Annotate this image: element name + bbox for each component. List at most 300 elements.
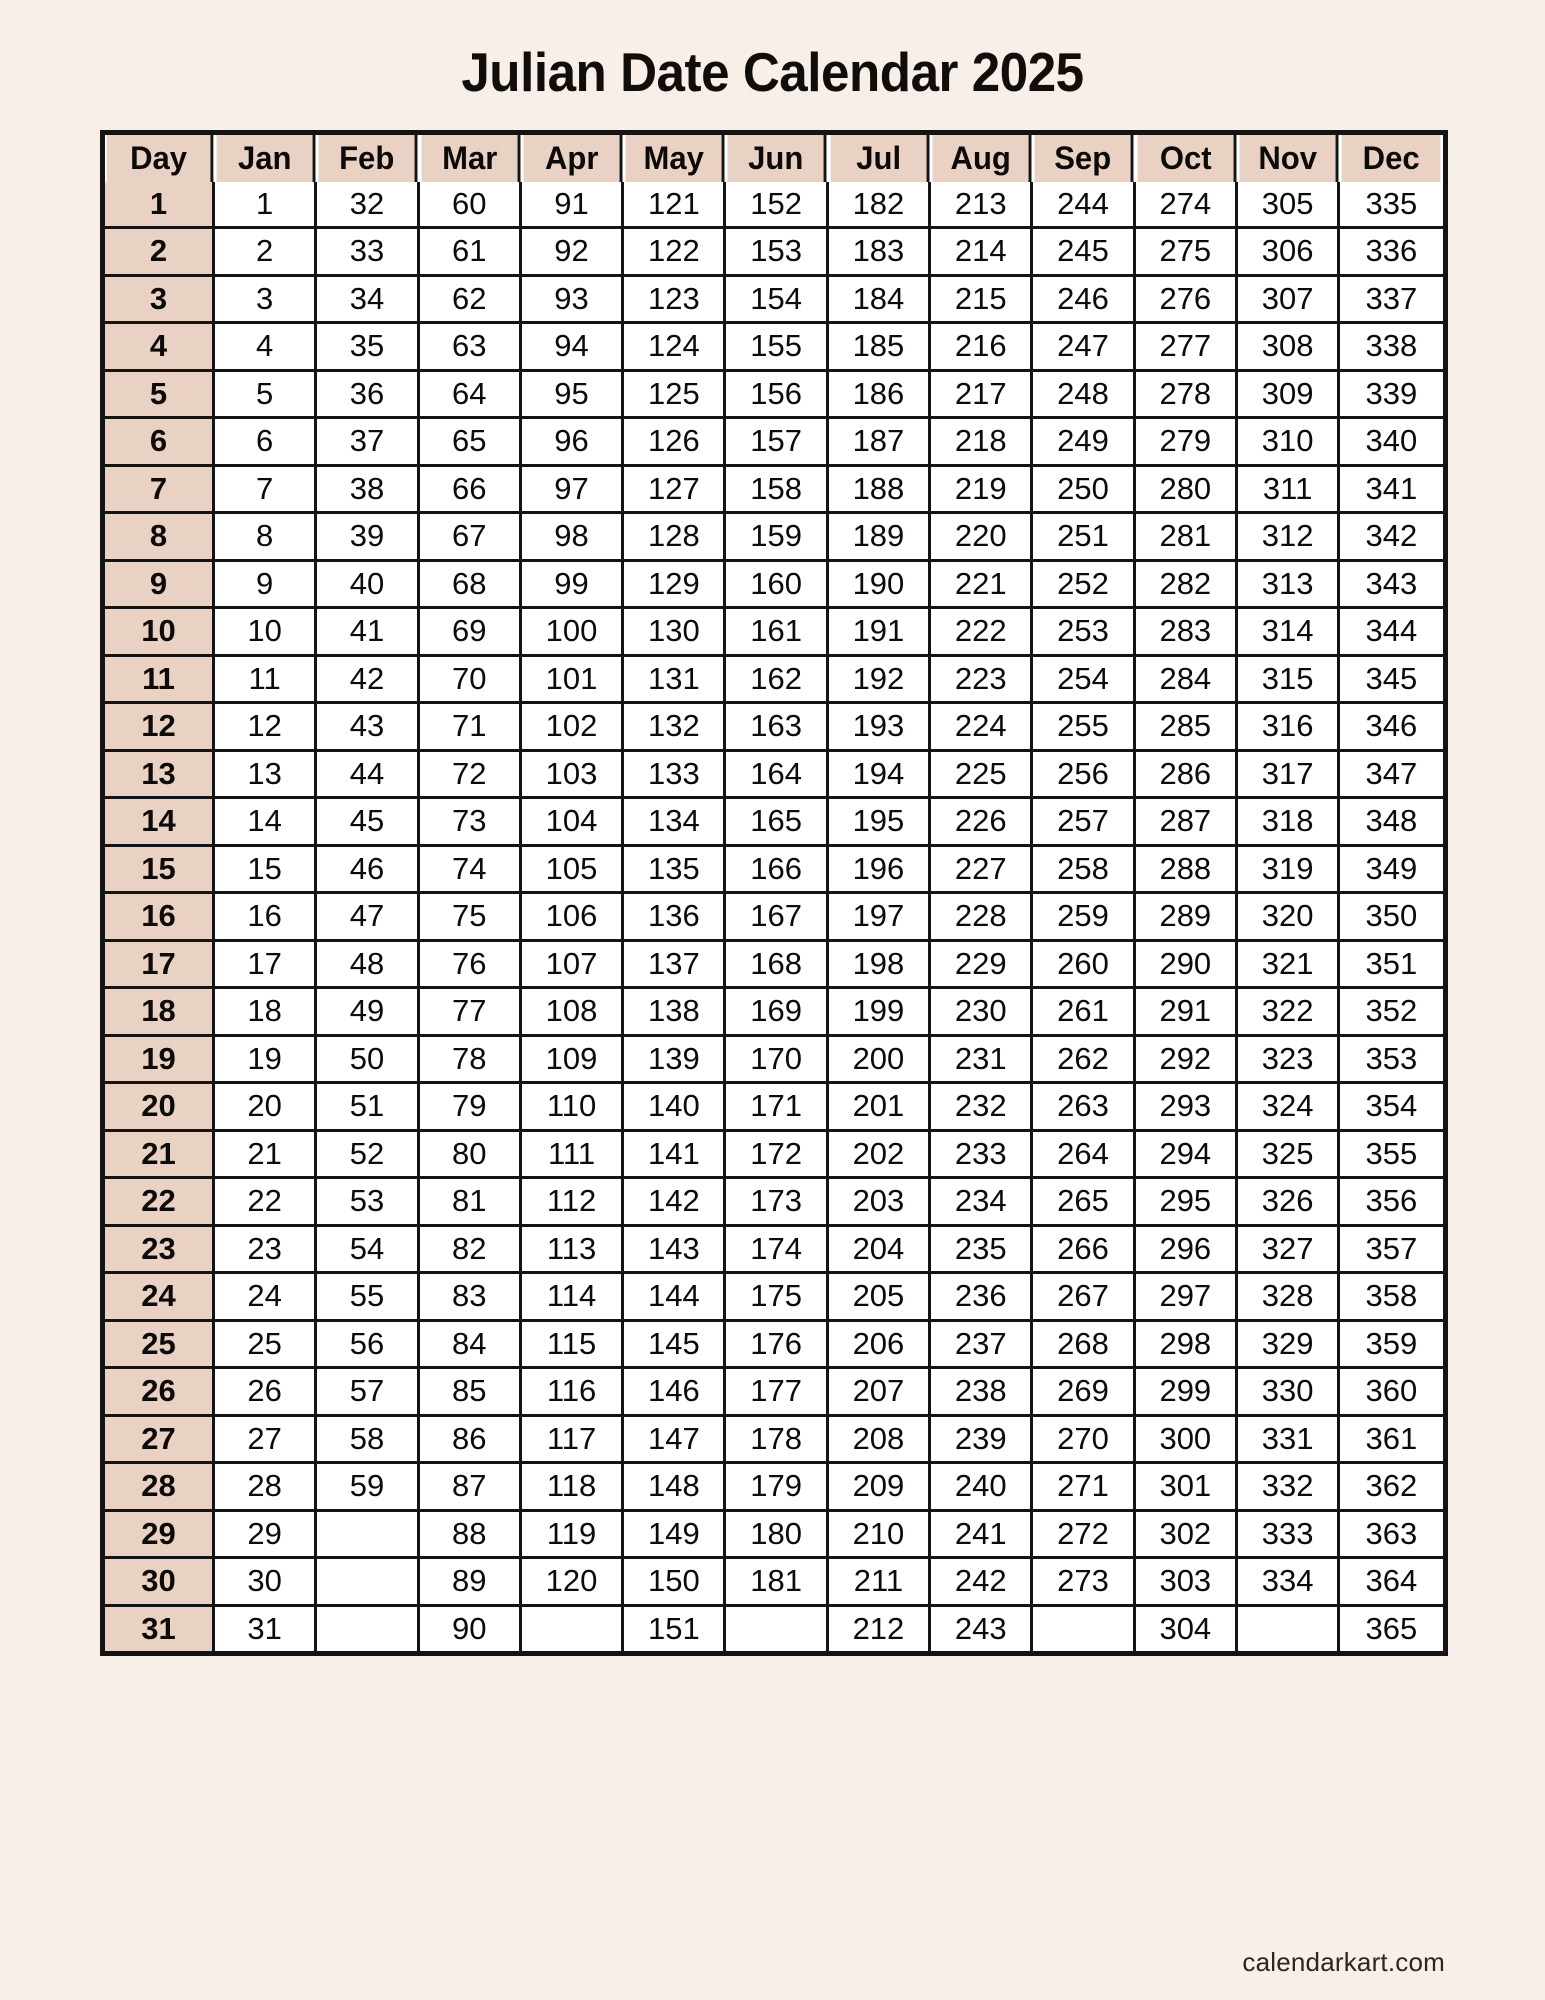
julian-day-cell: 199 bbox=[829, 989, 931, 1037]
julian-day-cell: 299 bbox=[1136, 1369, 1238, 1417]
julian-day-cell: 59 bbox=[317, 1464, 419, 1512]
julian-day-cell: 16 bbox=[215, 894, 317, 942]
julian-day-cell: 354 bbox=[1340, 1084, 1442, 1132]
julian-day-cell: 11 bbox=[215, 657, 317, 705]
julian-day-cell: 352 bbox=[1340, 989, 1442, 1037]
julian-day-cell: 129 bbox=[624, 562, 726, 610]
julian-day-cell: 39 bbox=[317, 514, 419, 562]
julian-day-cell: 71 bbox=[420, 704, 522, 752]
julian-day-cell: 92 bbox=[522, 229, 624, 277]
day-of-month-cell: 10 bbox=[105, 609, 215, 657]
julian-day-cell: 248 bbox=[1033, 372, 1135, 420]
julian-day-cell: 166 bbox=[726, 847, 828, 895]
julian-day-cell: 347 bbox=[1340, 752, 1442, 800]
julian-day-cell: 52 bbox=[317, 1132, 419, 1180]
julian-day-cell: 340 bbox=[1340, 419, 1442, 467]
julian-day-cell: 27 bbox=[215, 1417, 317, 1465]
julian-day-cell: 216 bbox=[931, 324, 1033, 372]
table-body bbox=[105, 182, 1443, 1652]
day-of-month-cell: 31 bbox=[105, 1607, 215, 1652]
julian-day-cell: 328 bbox=[1238, 1274, 1340, 1322]
julian-day-cell: 283 bbox=[1136, 609, 1238, 657]
julian-day-cell: 253 bbox=[1033, 609, 1135, 657]
julian-day-cell: 9 bbox=[215, 562, 317, 610]
julian-day-cell: 35 bbox=[317, 324, 419, 372]
julian-day-cell: 287 bbox=[1136, 799, 1238, 847]
julian-day-cell: 150 bbox=[624, 1559, 726, 1607]
julian-day-cell: 165 bbox=[726, 799, 828, 847]
julian-day-cell: 176 bbox=[726, 1322, 828, 1370]
table-row bbox=[105, 324, 1443, 372]
julian-day-cell: 57 bbox=[317, 1369, 419, 1417]
julian-day-cell bbox=[522, 1607, 624, 1652]
julian-day-cell: 107 bbox=[522, 942, 624, 990]
julian-day-cell: 241 bbox=[931, 1512, 1033, 1560]
julian-day-cell: 45 bbox=[317, 799, 419, 847]
table-row bbox=[105, 1179, 1443, 1227]
julian-day-cell: 177 bbox=[726, 1369, 828, 1417]
julian-day-cell: 197 bbox=[829, 894, 931, 942]
julian-day-cell: 224 bbox=[931, 704, 1033, 752]
julian-day-cell: 272 bbox=[1033, 1512, 1135, 1560]
julian-day-cell: 37 bbox=[317, 419, 419, 467]
julian-day-cell: 152 bbox=[726, 182, 828, 230]
table-row bbox=[105, 942, 1443, 990]
julian-day-cell: 32 bbox=[317, 182, 419, 230]
julian-day-cell: 140 bbox=[624, 1084, 726, 1132]
julian-day-cell: 87 bbox=[420, 1464, 522, 1512]
column-header-month: Apr bbox=[523, 135, 622, 182]
julian-day-cell: 173 bbox=[726, 1179, 828, 1227]
julian-day-cell: 53 bbox=[317, 1179, 419, 1227]
julian-day-cell: 121 bbox=[624, 182, 726, 230]
julian-day-cell: 297 bbox=[1136, 1274, 1238, 1322]
julian-day-cell: 77 bbox=[420, 989, 522, 1037]
julian-day-cell: 97 bbox=[522, 467, 624, 515]
julian-day-cell bbox=[726, 1607, 828, 1652]
page-title: Julian Date Calendar 2025 bbox=[461, 41, 1084, 103]
julian-day-cell: 238 bbox=[931, 1369, 1033, 1417]
julian-day-cell: 19 bbox=[215, 1037, 317, 1085]
julian-day-cell: 98 bbox=[522, 514, 624, 562]
julian-day-cell: 233 bbox=[931, 1132, 1033, 1180]
julian-day-cell: 127 bbox=[624, 467, 726, 515]
julian-day-cell: 288 bbox=[1136, 847, 1238, 895]
julian-day-cell: 268 bbox=[1033, 1322, 1135, 1370]
julian-day-cell: 228 bbox=[931, 894, 1033, 942]
julian-day-cell: 113 bbox=[522, 1227, 624, 1275]
table-row bbox=[105, 419, 1443, 467]
julian-day-cell: 55 bbox=[317, 1274, 419, 1322]
julian-day-cell: 189 bbox=[829, 514, 931, 562]
julian-day-cell: 211 bbox=[829, 1559, 931, 1607]
julian-day-cell: 301 bbox=[1136, 1464, 1238, 1512]
julian-day-cell: 169 bbox=[726, 989, 828, 1037]
julian-day-cell: 240 bbox=[931, 1464, 1033, 1512]
julian-day-cell: 10 bbox=[215, 609, 317, 657]
julian-day-cell: 8 bbox=[215, 514, 317, 562]
julian-day-cell: 146 bbox=[624, 1369, 726, 1417]
day-of-month-cell: 21 bbox=[105, 1132, 215, 1180]
julian-day-cell: 41 bbox=[317, 609, 419, 657]
julian-day-cell: 321 bbox=[1238, 942, 1340, 990]
julian-day-cell: 239 bbox=[931, 1417, 1033, 1465]
julian-day-cell: 351 bbox=[1340, 942, 1442, 990]
julian-day-cell: 355 bbox=[1340, 1132, 1442, 1180]
julian-day-cell: 282 bbox=[1136, 562, 1238, 610]
julian-day-cell: 345 bbox=[1340, 657, 1442, 705]
julian-day-cell: 143 bbox=[624, 1227, 726, 1275]
day-of-month-cell: 18 bbox=[105, 989, 215, 1037]
julian-day-cell: 242 bbox=[931, 1559, 1033, 1607]
day-of-month-cell: 11 bbox=[105, 657, 215, 705]
julian-day-cell: 50 bbox=[317, 1037, 419, 1085]
julian-day-cell: 76 bbox=[420, 942, 522, 990]
julian-day-cell: 47 bbox=[317, 894, 419, 942]
day-of-month-cell: 14 bbox=[105, 799, 215, 847]
julian-day-cell: 276 bbox=[1136, 277, 1238, 325]
julian-day-cell: 300 bbox=[1136, 1417, 1238, 1465]
julian-day-cell: 108 bbox=[522, 989, 624, 1037]
julian-day-cell: 104 bbox=[522, 799, 624, 847]
julian-day-cell: 359 bbox=[1340, 1322, 1442, 1370]
julian-day-cell: 294 bbox=[1136, 1132, 1238, 1180]
julian-day-cell: 28 bbox=[215, 1464, 317, 1512]
julian-day-cell: 244 bbox=[1033, 182, 1135, 230]
column-header-month: Oct bbox=[1137, 135, 1236, 182]
julian-day-cell: 86 bbox=[420, 1417, 522, 1465]
julian-day-cell: 148 bbox=[624, 1464, 726, 1512]
julian-day-cell: 151 bbox=[624, 1607, 726, 1652]
julian-day-cell: 115 bbox=[522, 1322, 624, 1370]
table-row bbox=[105, 799, 1443, 847]
julian-day-cell: 34 bbox=[317, 277, 419, 325]
julian-day-cell: 161 bbox=[726, 609, 828, 657]
day-of-month-cell: 5 bbox=[105, 372, 215, 420]
julian-day-cell: 196 bbox=[829, 847, 931, 895]
julian-day-cell: 22 bbox=[215, 1179, 317, 1227]
julian-day-cell: 112 bbox=[522, 1179, 624, 1227]
julian-day-cell: 212 bbox=[829, 1607, 931, 1652]
julian-day-cell: 260 bbox=[1033, 942, 1135, 990]
julian-day-cell: 96 bbox=[522, 419, 624, 467]
julian-day-cell: 362 bbox=[1340, 1464, 1442, 1512]
julian-day-cell: 33 bbox=[317, 229, 419, 277]
julian-day-cell: 237 bbox=[931, 1322, 1033, 1370]
julian-day-cell: 273 bbox=[1033, 1559, 1135, 1607]
julian-day-cell: 209 bbox=[829, 1464, 931, 1512]
julian-day-cell: 235 bbox=[931, 1227, 1033, 1275]
julian-day-cell: 236 bbox=[931, 1274, 1033, 1322]
julian-day-cell: 170 bbox=[726, 1037, 828, 1085]
julian-day-cell: 3 bbox=[215, 277, 317, 325]
julian-day-cell: 286 bbox=[1136, 752, 1238, 800]
day-of-month-cell: 16 bbox=[105, 894, 215, 942]
julian-day-cell: 51 bbox=[317, 1084, 419, 1132]
julian-day-cell: 184 bbox=[829, 277, 931, 325]
julian-day-cell: 167 bbox=[726, 894, 828, 942]
table-row bbox=[105, 1464, 1443, 1512]
julian-day-cell: 217 bbox=[931, 372, 1033, 420]
day-of-month-cell: 3 bbox=[105, 277, 215, 325]
julian-day-cell: 218 bbox=[931, 419, 1033, 467]
julian-day-cell: 320 bbox=[1238, 894, 1340, 942]
julian-day-cell: 75 bbox=[420, 894, 522, 942]
julian-day-cell: 295 bbox=[1136, 1179, 1238, 1227]
julian-day-cell: 138 bbox=[624, 989, 726, 1037]
table-row bbox=[105, 752, 1443, 800]
julian-day-cell: 6 bbox=[215, 419, 317, 467]
julian-day-cell: 61 bbox=[420, 229, 522, 277]
julian-day-cell: 205 bbox=[829, 1274, 931, 1322]
julian-day-cell: 81 bbox=[420, 1179, 522, 1227]
julian-day-cell: 313 bbox=[1238, 562, 1340, 610]
julian-day-cell: 130 bbox=[624, 609, 726, 657]
table-row bbox=[105, 1132, 1443, 1180]
julian-day-cell: 234 bbox=[931, 1179, 1033, 1227]
julian-day-cell: 25 bbox=[215, 1322, 317, 1370]
julian-day-cell: 15 bbox=[215, 847, 317, 895]
julian-day-cell: 363 bbox=[1340, 1512, 1442, 1560]
julian-day-cell: 329 bbox=[1238, 1322, 1340, 1370]
julian-day-cell: 54 bbox=[317, 1227, 419, 1275]
julian-day-cell: 30 bbox=[215, 1559, 317, 1607]
julian-day-cell: 331 bbox=[1238, 1417, 1340, 1465]
julian-day-cell: 335 bbox=[1340, 182, 1442, 230]
table-row bbox=[105, 514, 1443, 562]
julian-day-cell: 198 bbox=[829, 942, 931, 990]
day-of-month-cell: 8 bbox=[105, 514, 215, 562]
day-of-month-cell: 26 bbox=[105, 1369, 215, 1417]
julian-day-cell: 36 bbox=[317, 372, 419, 420]
julian-day-cell: 82 bbox=[420, 1227, 522, 1275]
julian-day-cell: 353 bbox=[1340, 1037, 1442, 1085]
julian-day-cell: 323 bbox=[1238, 1037, 1340, 1085]
table-header bbox=[105, 135, 1443, 182]
column-header-month: May bbox=[626, 135, 725, 182]
julian-day-cell: 125 bbox=[624, 372, 726, 420]
julian-day-cell: 145 bbox=[624, 1322, 726, 1370]
julian-day-cell: 60 bbox=[420, 182, 522, 230]
julian-day-cell: 120 bbox=[522, 1559, 624, 1607]
julian-calendar-table bbox=[100, 130, 1448, 1657]
column-header-month: Jul bbox=[830, 135, 929, 182]
table-row bbox=[105, 894, 1443, 942]
julian-day-cell: 365 bbox=[1340, 1607, 1442, 1652]
julian-day-cell: 72 bbox=[420, 752, 522, 800]
julian-day-cell: 93 bbox=[522, 277, 624, 325]
julian-day-cell: 356 bbox=[1340, 1179, 1442, 1227]
julian-day-cell: 346 bbox=[1340, 704, 1442, 752]
column-header-month: Jan bbox=[217, 135, 316, 182]
table-row bbox=[105, 1322, 1443, 1370]
column-header-month: Sep bbox=[1035, 135, 1134, 182]
julian-day-cell: 91 bbox=[522, 182, 624, 230]
table-row bbox=[105, 1417, 1443, 1465]
julian-day-cell: 43 bbox=[317, 704, 419, 752]
julian-day-cell: 179 bbox=[726, 1464, 828, 1512]
julian-day-cell: 156 bbox=[726, 372, 828, 420]
julian-day-cell: 257 bbox=[1033, 799, 1135, 847]
julian-day-cell: 158 bbox=[726, 467, 828, 515]
julian-day-cell: 214 bbox=[931, 229, 1033, 277]
julian-day-cell: 337 bbox=[1340, 277, 1442, 325]
julian-day-cell: 343 bbox=[1340, 562, 1442, 610]
julian-day-cell: 100 bbox=[522, 609, 624, 657]
day-of-month-cell: 22 bbox=[105, 1179, 215, 1227]
julian-day-cell: 139 bbox=[624, 1037, 726, 1085]
table-row bbox=[105, 1037, 1443, 1085]
julian-day-cell: 302 bbox=[1136, 1512, 1238, 1560]
julian-day-cell: 278 bbox=[1136, 372, 1238, 420]
julian-day-cell: 109 bbox=[522, 1037, 624, 1085]
julian-day-cell: 308 bbox=[1238, 324, 1340, 372]
julian-day-cell: 136 bbox=[624, 894, 726, 942]
julian-day-cell: 171 bbox=[726, 1084, 828, 1132]
julian-day-cell: 336 bbox=[1340, 229, 1442, 277]
table-row bbox=[105, 229, 1443, 277]
julian-day-cell: 267 bbox=[1033, 1274, 1135, 1322]
julian-day-cell: 48 bbox=[317, 942, 419, 990]
julian-day-cell: 200 bbox=[829, 1037, 931, 1085]
julian-day-cell: 180 bbox=[726, 1512, 828, 1560]
julian-day-cell: 334 bbox=[1238, 1559, 1340, 1607]
julian-day-cell: 250 bbox=[1033, 467, 1135, 515]
julian-day-cell: 254 bbox=[1033, 657, 1135, 705]
julian-day-cell: 333 bbox=[1238, 1512, 1340, 1560]
julian-day-cell: 303 bbox=[1136, 1559, 1238, 1607]
julian-day-cell: 255 bbox=[1033, 704, 1135, 752]
julian-day-cell: 249 bbox=[1033, 419, 1135, 467]
julian-day-cell: 172 bbox=[726, 1132, 828, 1180]
julian-day-cell: 95 bbox=[522, 372, 624, 420]
julian-day-cell: 66 bbox=[420, 467, 522, 515]
julian-day-cell: 274 bbox=[1136, 182, 1238, 230]
julian-day-cell: 306 bbox=[1238, 229, 1340, 277]
julian-day-cell: 131 bbox=[624, 657, 726, 705]
julian-day-cell: 114 bbox=[522, 1274, 624, 1322]
julian-day-cell: 116 bbox=[522, 1369, 624, 1417]
julian-day-cell: 304 bbox=[1136, 1607, 1238, 1652]
julian-day-cell: 322 bbox=[1238, 989, 1340, 1037]
table-row bbox=[105, 372, 1443, 420]
julian-calendar-table-wrapper bbox=[100, 130, 1445, 1657]
julian-day-cell: 325 bbox=[1238, 1132, 1340, 1180]
julian-day-cell: 230 bbox=[931, 989, 1033, 1037]
julian-day-cell: 42 bbox=[317, 657, 419, 705]
julian-day-cell: 14 bbox=[215, 799, 317, 847]
day-of-month-cell: 29 bbox=[105, 1512, 215, 1560]
day-of-month-cell: 19 bbox=[105, 1037, 215, 1085]
day-of-month-cell: 30 bbox=[105, 1559, 215, 1607]
julian-day-cell: 290 bbox=[1136, 942, 1238, 990]
julian-day-cell: 122 bbox=[624, 229, 726, 277]
julian-day-cell: 168 bbox=[726, 942, 828, 990]
julian-day-cell: 63 bbox=[420, 324, 522, 372]
julian-day-cell: 221 bbox=[931, 562, 1033, 610]
julian-day-cell: 5 bbox=[215, 372, 317, 420]
julian-day-cell: 186 bbox=[829, 372, 931, 420]
day-of-month-cell: 1 bbox=[105, 182, 215, 230]
julian-day-cell: 67 bbox=[420, 514, 522, 562]
table-row bbox=[105, 1274, 1443, 1322]
julian-day-cell: 160 bbox=[726, 562, 828, 610]
julian-day-cell: 231 bbox=[931, 1037, 1033, 1085]
julian-day-cell: 68 bbox=[420, 562, 522, 610]
julian-day-cell: 344 bbox=[1340, 609, 1442, 657]
julian-day-cell: 102 bbox=[522, 704, 624, 752]
day-of-month-cell: 7 bbox=[105, 467, 215, 515]
julian-day-cell: 144 bbox=[624, 1274, 726, 1322]
julian-day-cell: 175 bbox=[726, 1274, 828, 1322]
julian-day-cell: 147 bbox=[624, 1417, 726, 1465]
julian-day-cell: 155 bbox=[726, 324, 828, 372]
julian-day-cell: 162 bbox=[726, 657, 828, 705]
julian-day-cell: 341 bbox=[1340, 467, 1442, 515]
julian-day-cell: 185 bbox=[829, 324, 931, 372]
julian-day-cell: 194 bbox=[829, 752, 931, 800]
julian-day-cell: 258 bbox=[1033, 847, 1135, 895]
julian-day-cell: 64 bbox=[420, 372, 522, 420]
julian-day-cell: 232 bbox=[931, 1084, 1033, 1132]
julian-day-cell: 314 bbox=[1238, 609, 1340, 657]
julian-day-cell: 350 bbox=[1340, 894, 1442, 942]
julian-day-cell: 310 bbox=[1238, 419, 1340, 467]
table-header-row bbox=[105, 135, 1443, 182]
julian-day-cell: 58 bbox=[317, 1417, 419, 1465]
julian-day-cell: 26 bbox=[215, 1369, 317, 1417]
julian-day-cell: 1 bbox=[215, 182, 317, 230]
table-row bbox=[105, 989, 1443, 1037]
julian-day-cell: 110 bbox=[522, 1084, 624, 1132]
julian-day-cell: 284 bbox=[1136, 657, 1238, 705]
julian-day-cell: 123 bbox=[624, 277, 726, 325]
julian-day-cell: 83 bbox=[420, 1274, 522, 1322]
julian-day-cell: 38 bbox=[317, 467, 419, 515]
julian-day-cell: 84 bbox=[420, 1322, 522, 1370]
julian-day-cell: 265 bbox=[1033, 1179, 1135, 1227]
julian-day-cell: 317 bbox=[1238, 752, 1340, 800]
julian-day-cell: 307 bbox=[1238, 277, 1340, 325]
column-header-month: Mar bbox=[421, 135, 520, 182]
julian-day-cell: 117 bbox=[522, 1417, 624, 1465]
julian-day-cell: 141 bbox=[624, 1132, 726, 1180]
julian-day-cell: 94 bbox=[522, 324, 624, 372]
julian-day-cell: 195 bbox=[829, 799, 931, 847]
julian-day-cell: 78 bbox=[420, 1037, 522, 1085]
julian-day-cell: 106 bbox=[522, 894, 624, 942]
julian-day-cell: 149 bbox=[624, 1512, 726, 1560]
julian-day-cell: 62 bbox=[420, 277, 522, 325]
julian-day-cell: 12 bbox=[215, 704, 317, 752]
julian-day-cell bbox=[317, 1607, 419, 1652]
julian-day-cell: 357 bbox=[1340, 1227, 1442, 1275]
julian-day-cell: 24 bbox=[215, 1274, 317, 1322]
julian-day-cell: 266 bbox=[1033, 1227, 1135, 1275]
julian-day-cell: 312 bbox=[1238, 514, 1340, 562]
julian-day-cell: 99 bbox=[522, 562, 624, 610]
julian-day-cell: 280 bbox=[1136, 467, 1238, 515]
julian-day-cell: 292 bbox=[1136, 1037, 1238, 1085]
julian-day-cell: 31 bbox=[215, 1607, 317, 1652]
julian-day-cell: 223 bbox=[931, 657, 1033, 705]
julian-day-cell: 360 bbox=[1340, 1369, 1442, 1417]
julian-day-cell: 243 bbox=[931, 1607, 1033, 1652]
julian-day-cell: 330 bbox=[1238, 1369, 1340, 1417]
table-row bbox=[105, 1559, 1443, 1607]
julian-day-cell: 324 bbox=[1238, 1084, 1340, 1132]
julian-day-cell: 159 bbox=[726, 514, 828, 562]
